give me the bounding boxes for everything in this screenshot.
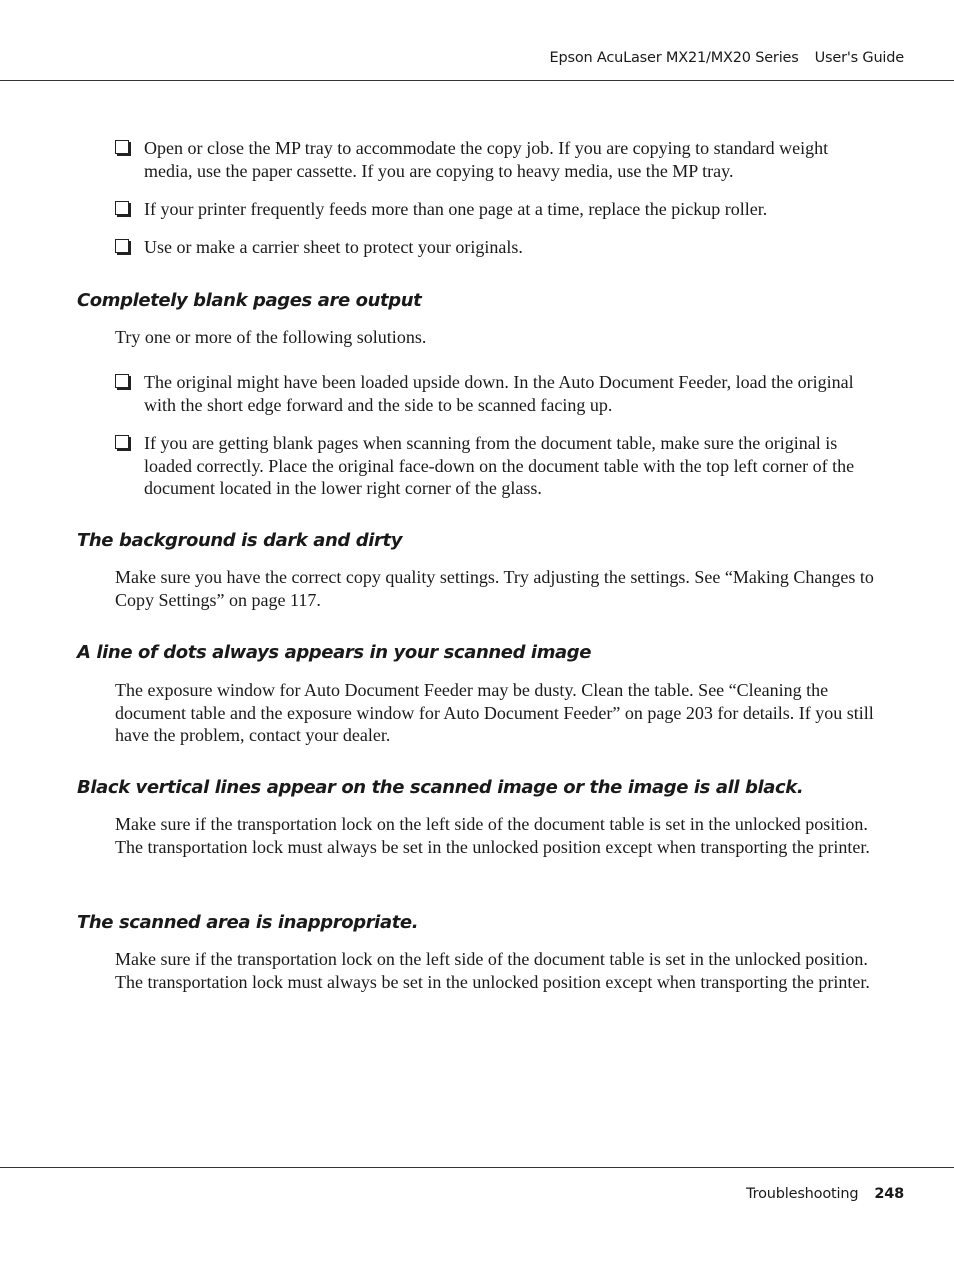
list-item-text: If your printer frequently feeds more than one page at a time, replace the pickup roller. xyxy=(144,199,768,219)
list-item-text: The original might have been loaded upside down. In the Auto Document Feeder, load the original with the short edge forward and the side to be scanned facing up. xyxy=(144,372,854,415)
list-item-text: Use or make a carrier sheet to protect your originals. xyxy=(144,237,523,257)
list-item xyxy=(115,137,881,182)
list-item-text: Open or close the MP tray to accommodate the copy job. If you are copying to standard weight media, use the paper cassette. If you are copying to heavy media, use the MP tray. xyxy=(144,138,829,181)
section-paragraph: Make sure you have the correct copy quality settings. Try adjusting the settings. See “Making Changes to Copy Settings” on page 117. xyxy=(115,567,874,610)
section-paragraph: Make sure if the transportation lock on the left side of the document table is set in the unlocked position. The transportation lock must always be set in the unlocked position except when transporting the printer. xyxy=(115,814,870,857)
section-heading: Completely blank pages are output xyxy=(77,290,422,311)
section-heading: The scanned area is inappropriate. xyxy=(77,912,419,933)
header-divider xyxy=(0,80,954,81)
checkbox-bullet-icon xyxy=(115,239,129,253)
page-number: 248 xyxy=(874,1186,904,1202)
checkbox-bullet-icon xyxy=(115,140,129,154)
section-paragraph: Try one or more of the following solutions. xyxy=(115,327,427,347)
guide-label: User's Guide xyxy=(814,50,904,66)
list-item xyxy=(115,371,881,416)
footer-divider xyxy=(0,1167,954,1168)
list-item-text: If you are getting blank pages when scanning from the document table, make sure the original is loaded correctly. Place the original face-down on the document table with the top left corner of the document located in the lower right corner of the glass. xyxy=(144,433,855,498)
section-paragraph: The exposure window for Auto Document Feeder may be dusty. Clean the table. See “Cleaning the document table and the exposure window for Auto Document Feeder” on page 203 for details. If you still have the problem, contact your dealer. xyxy=(115,680,874,745)
checkbox-bullet-icon xyxy=(115,435,129,449)
list-item xyxy=(115,198,881,221)
section-heading: Black vertical lines appear on the scanned image or the image is all black. xyxy=(77,777,804,798)
section-heading: The background is dark and dirty xyxy=(77,530,403,551)
checkbox-bullet-icon xyxy=(115,201,129,215)
page-header xyxy=(550,50,905,66)
section-paragraph: Make sure if the transportation lock on the left side of the document table is set in the unlocked position. The transportation lock must always be set in the unlocked position except when transporting the printer. xyxy=(115,949,870,992)
footer-section-label: Troubleshooting xyxy=(746,1186,859,1202)
document-title: Epson AcuLaser MX21/MX20 Series xyxy=(549,50,799,66)
section-heading: A line of dots always appears in your scanned image xyxy=(77,642,592,663)
list-item xyxy=(115,236,881,259)
list-item xyxy=(115,432,881,500)
checkbox-bullet-icon xyxy=(115,374,129,388)
page-footer xyxy=(746,1186,904,1202)
